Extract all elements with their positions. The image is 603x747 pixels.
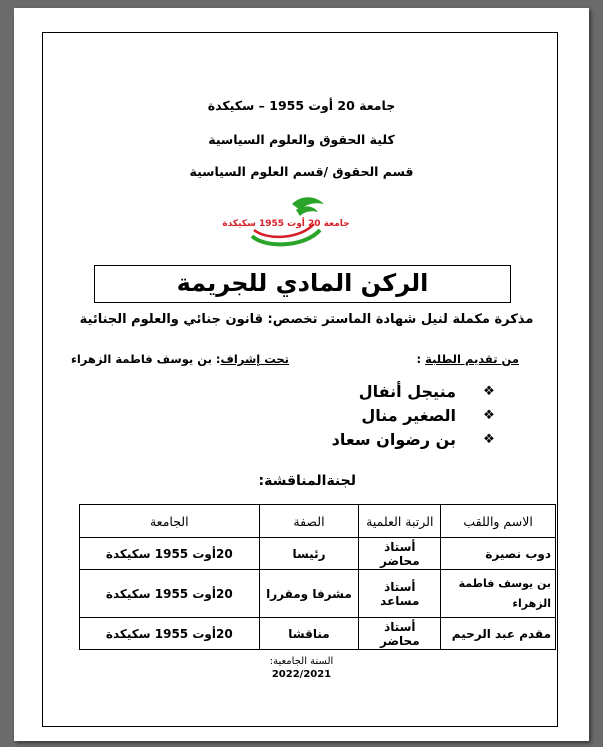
member-name: دوب نصيرة (441, 538, 556, 570)
thesis-subtitle: مذكرة مكملة لنيل شهادة الماستر تخصص: قانون جنائي والعلوم الجنائية (79, 312, 534, 327)
list-item (332, 380, 496, 404)
member-university: 20أوت 1955 سكيكدة (80, 618, 260, 650)
member-role: مشرفا ومقررا (259, 570, 359, 618)
university-logo (222, 190, 350, 250)
member-name: بن يوسف فاطمة الزهراء (441, 570, 556, 618)
academic-year-label: السنة الجامعية: (269, 656, 334, 667)
document-page (14, 8, 589, 741)
supervision-line (71, 352, 289, 366)
table-row (80, 570, 556, 618)
presented-by-label (417, 352, 520, 366)
presented-by-colon: : (416, 352, 426, 366)
faculty-name: كلية الحقوق والعلوم السياسية (208, 132, 395, 147)
university-name: جامعة 20 أوت 1955 – سكيكدة (207, 98, 396, 113)
member-role: رئيسا (259, 538, 359, 570)
thesis-title: الركن المادي للجريمة (94, 265, 511, 303)
header-university: الجامعة (80, 505, 260, 538)
supervision-label: تحت إشراف (220, 352, 289, 366)
department-name: قسم الحقوق /قسم العلوم السياسية (189, 164, 414, 179)
student-name: بن رضوان سعاد (331, 430, 456, 449)
member-university: 20أوت 1955 سكيكدة (80, 570, 260, 618)
header-rank: الرتبة العلمية (359, 505, 441, 538)
student-list (332, 380, 496, 452)
table-header-row (80, 505, 556, 538)
supervisor-name: : بن يوسف فاطمة الزهراء (70, 352, 221, 366)
header-name: الاسم واللقب (441, 505, 556, 538)
jury-table (79, 504, 556, 650)
diamond-bullet-icon: ❖ (483, 432, 495, 447)
student-name: الصغير منال (361, 406, 456, 425)
member-university: 20أوت 1955 سكيكدة (80, 538, 260, 570)
header-role: الصفة (259, 505, 359, 538)
member-rank: أستاذ محاضر (359, 538, 441, 570)
diamond-bullet-icon: ❖ (483, 384, 495, 399)
table-row (80, 538, 556, 570)
table-row (80, 618, 556, 650)
presented-by-text: من تقديم الطلبة (425, 352, 519, 366)
member-role: مناقشا (259, 618, 359, 650)
member-rank: أستاذ مساعد (359, 570, 441, 618)
member-rank: أستاذ محاضر (359, 618, 441, 650)
logo-text: جامعة 20 أوت 1955 سكيكدة (222, 219, 350, 229)
list-item (332, 404, 496, 428)
diamond-bullet-icon: ❖ (483, 408, 495, 423)
academic-year-value: 2022/2021 (271, 669, 332, 680)
member-name: مقدم عبد الرحيم (441, 618, 556, 650)
list-item (332, 428, 496, 452)
committee-label: لجنةالمناقشة: (258, 473, 356, 489)
student-name: منيجل أنفال (358, 382, 456, 401)
